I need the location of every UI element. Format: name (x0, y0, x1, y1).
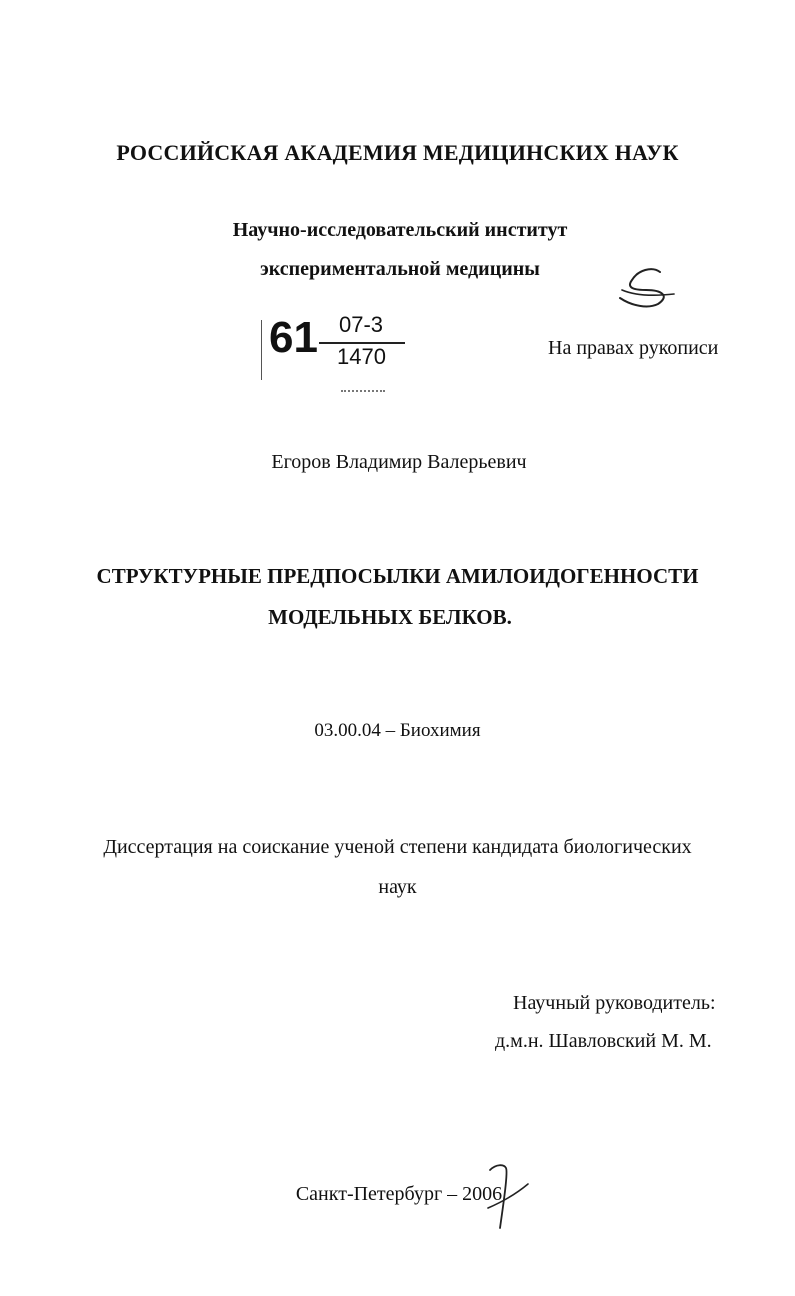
library-stamp (255, 312, 405, 402)
signature-mark (612, 266, 682, 311)
stamp-numerator: 07-3 (339, 312, 384, 337)
institute-name-line2: экспериментальной медицины (260, 258, 540, 280)
thesis-title-line1: СТРУКТУРНЫЕ ПРЕДПОСЫЛКИ АМИЛОИДОГЕННОСТИ (96, 564, 699, 588)
rights-note: На правах рукописи (548, 337, 719, 359)
stamp-denominator: 1470 (337, 344, 386, 369)
degree-line1: Диссертация на соискание ученой степени кандидата биологических (103, 836, 692, 858)
stamp-bar (261, 320, 262, 380)
stamp-dash (341, 390, 385, 394)
specialty-code: 03.00.04 – Биохимия (314, 720, 481, 741)
stamp-code: 61 (269, 313, 318, 362)
supervisor-name: д.м.н. Шавловский М. М. (495, 1030, 712, 1052)
thesis-title-line2: МОДЕЛЬНЫХ БЕЛКОВ. (268, 605, 512, 629)
author-name: Егоров Владимир Валерьевич (271, 451, 527, 473)
institute-name-line1: Научно-исследовательский институт (232, 219, 568, 241)
place-and-year: Санкт-Петербург – 2006 (295, 1183, 503, 1205)
year-correction-mark (484, 1160, 534, 1232)
supervisor-label: Научный руководитель: (513, 992, 716, 1014)
academy-name: РОССИЙСКАЯ АКАДЕМИЯ МЕДИЦИНСКИХ НАУК (116, 140, 679, 165)
degree-line2: наук (378, 876, 417, 898)
